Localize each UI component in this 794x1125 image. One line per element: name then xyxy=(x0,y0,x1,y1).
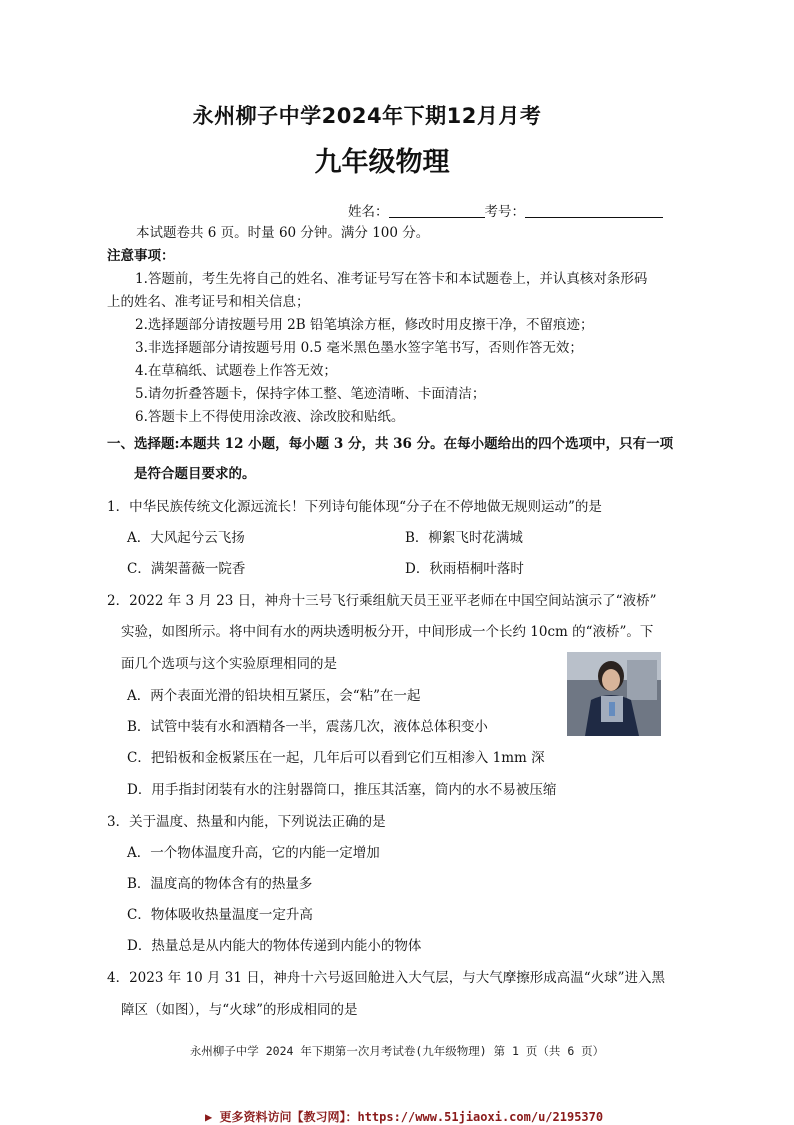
intro-text: 本试题卷共 6 页。时量 60 分钟。满分 100 分。 xyxy=(136,225,430,241)
notes-heading: 注意事项： xyxy=(107,248,175,264)
liquid-bridge-photo xyxy=(567,652,661,736)
resource-link[interactable]: ▶ 更多资料访问【教习网】：https://www.51jiaoxi.com/u/2195370 xyxy=(205,1110,604,1124)
astronaut-image xyxy=(567,652,661,736)
question-2-stem-cont: 面几个选项与这个实验原理相同的是 xyxy=(121,656,337,672)
question-1-option-d: D．秋雨梧桐叶落时 xyxy=(405,561,524,577)
question-3-option-c: C．物体吸收热量温度一定升高 xyxy=(127,907,313,923)
exam-title: 永州柳子中学2024年下期12月月考 xyxy=(192,104,542,128)
note-item: 1.答题前，考生先将自己的姓名、准考证号写在答卡和本试题卷上，并认真核对条形码 xyxy=(135,271,648,287)
question-1-option-a: A．大风起兮云飞扬 xyxy=(127,530,245,546)
question-2-stem-cont: 实验，如图所示。将中间有水的两块透明板分开，中间形成一个长约 10cm 的“液桥”。下 xyxy=(121,624,654,640)
question-2-option-b: B．试管中装有水和酒精各一半，震荡几次，液体总体积变小 xyxy=(127,719,488,735)
question-3-option-d: D．热量总是从内能大的物体传递到内能小的物体 xyxy=(127,938,422,954)
question-1-option-c: C．满架蔷薇一院香 xyxy=(127,561,246,577)
note-item: 5.请勿折叠答题卡，保持字体工整、笔迹清晰、卡面清洁； xyxy=(135,386,486,402)
page-footer: 永州柳子中学 2024 年下期第一次月考试卷(九年级物理) 第 1 页（共 6 页） xyxy=(189,1044,605,1058)
name-blank xyxy=(389,203,485,218)
note-item: 上的姓名、准考证号和相关信息； xyxy=(107,294,310,310)
question-1-option-b: B．柳絮飞时花满城 xyxy=(405,530,523,546)
question-1-stem: 1．中华民族传统文化源远流长！下列诗句能体现“分子在不停地做无规则运动”的是 xyxy=(107,499,602,515)
name-label: 姓名： xyxy=(348,204,389,220)
id-label: 考号： xyxy=(484,204,525,220)
question-2-option-a: A．两个表面光滑的铅块相互紧压，会“粘”在一起 xyxy=(127,688,421,704)
section-heading-cont: 是符合题目要求的。 xyxy=(134,466,256,482)
question-3-option-a: A．一个物体温度升高，它的内能一定增加 xyxy=(127,845,380,861)
section-heading: 一、选择题:本题共 12 小题，每小题 3 分，共 36 分。在每小题给出的四个选项中，只有一项 xyxy=(107,436,674,452)
note-item: 6.答题卡上不得使用涂改液、涂改胶和贴纸。 xyxy=(135,409,405,425)
question-3-option-b: B．温度高的物体含有的热量多 xyxy=(127,876,313,892)
question-3-stem: 3．关于温度、热量和内能，下列说法正确的是 xyxy=(107,814,386,830)
note-item: 2.选择题部分请按题号用 2B 铅笔填涂方框，修改时用皮擦干净，不留痕迹； xyxy=(135,317,594,333)
question-2-option-c: C．把铅板和金板紧压在一起，几年后可以看到它们互相渗入 1mm 深 xyxy=(127,750,545,766)
question-2-option-d: D．用手指封闭装有水的注射器筒口，推压其活塞，筒内的水不易被压缩 xyxy=(127,782,557,798)
question-4-stem: 4．2023 年 10 月 31 日，神舟十六号返回舱进入大气层，与大气摩擦形成高温“火球”进入黑 xyxy=(107,970,666,986)
exam-subject: 九年级物理 xyxy=(314,147,450,178)
question-2-stem: 2．2022 年 3 月 23 日，神舟十三号飞行乘组航天员王亚平老师在中国空间站演示了“液桥” xyxy=(107,593,657,609)
id-blank xyxy=(525,203,663,218)
student-info xyxy=(348,200,663,220)
question-4-stem-cont: 障区（如图），与“火球”的形成相同的是 xyxy=(121,1002,358,1018)
note-item: 4.在草稿纸、试题卷上作答无效； xyxy=(135,363,337,379)
note-item: 3.非选择题部分请按题号用 0.5 毫米黑色墨水签字笔书写，否则作答无效； xyxy=(135,340,583,356)
